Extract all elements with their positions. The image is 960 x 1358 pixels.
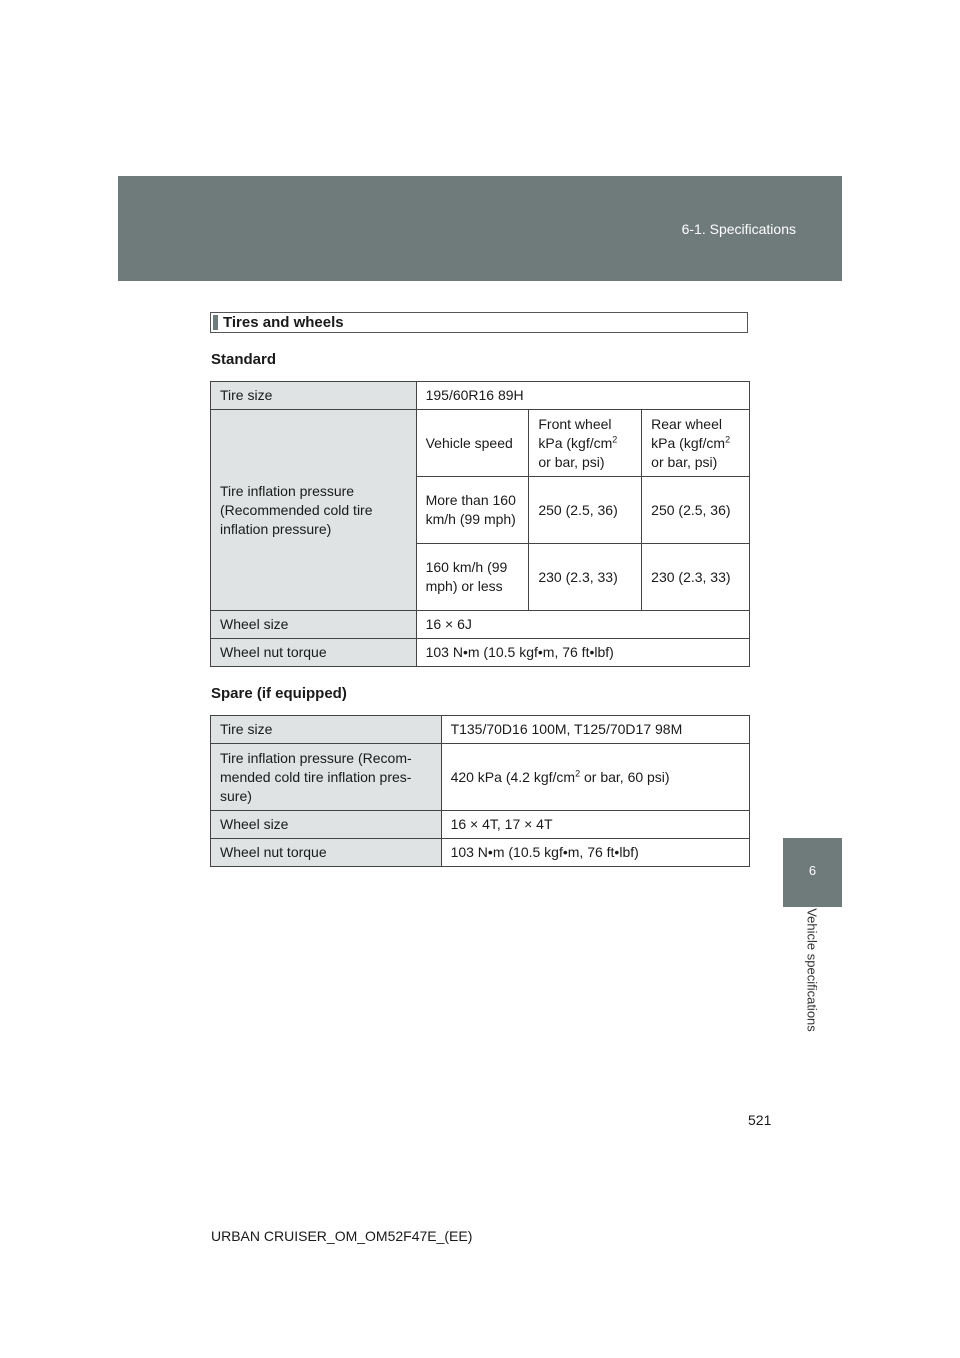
page-number: 521 <box>748 1112 772 1128</box>
spare-tire-size-label: Tire size <box>211 716 442 744</box>
chapter-tab: 6 <box>783 838 842 907</box>
spare-torque-value: 103 N•m (10.5 kgf•m, 76 ft•lbf) <box>441 839 749 867</box>
front-pressure-low: 230 (2.3, 33) <box>529 544 642 611</box>
table-row <box>211 716 750 744</box>
header-band <box>118 176 842 281</box>
table-row <box>211 811 750 839</box>
section-heading <box>210 312 748 333</box>
tire-size-value: 195/60R16 89H <box>416 382 749 410</box>
wheel-nut-torque-label: Wheel nut torque <box>211 639 417 667</box>
speed-high: More than 160 km/h (99 mph) <box>416 477 529 544</box>
breadcrumb: 6-1. Specifications <box>681 221 796 237</box>
standard-table <box>210 381 750 667</box>
tire-size-label: Tire size <box>211 382 417 410</box>
rear-wheel-header: Rear wheel kPa ($kgf/cm^2$ or bar, psi) <box>642 410 750 477</box>
table-row <box>211 410 750 477</box>
spare-heading: Spare (if equipped) <box>211 685 347 702</box>
chapter-label: Vehicle specifications <box>804 908 820 1032</box>
inflation-pressure-label: Tire inflation pressure (Recommended cold tire inflation pressure) <box>211 410 417 611</box>
table-row <box>211 744 750 811</box>
document-footer: URBAN CRUISER_OM_OM52F47E_(EE) <box>211 1228 473 1244</box>
spare-wheel-size-label: Wheel size <box>211 811 442 839</box>
wheel-nut-torque-value: 103 N•m (10.5 kgf•m, 76 ft•lbf) <box>416 639 749 667</box>
table-row <box>211 382 750 410</box>
spare-torque-label: Wheel nut torque <box>211 839 442 867</box>
rear-pressure-low: 230 (2.3, 33) <box>642 544 750 611</box>
spare-wheel-size-value: 16 × 4T, 17 × 4T <box>441 811 749 839</box>
wheel-size-label: Wheel size <box>211 611 417 639</box>
table-row <box>211 611 750 639</box>
standard-heading: Standard <box>211 351 277 368</box>
rear-pressure-high: 250 (2.5, 36) <box>642 477 750 544</box>
section-heading-text: Tires and wheels <box>223 314 344 331</box>
spare-table <box>210 715 750 867</box>
spare-inflation-label: Tire inflation pressure (Recom- mended cold tire inflation pres- sure) <box>211 744 442 811</box>
spare-tire-size-value: T135/70D16 100M, T125/70D17 98M <box>441 716 749 744</box>
front-wheel-header: Front wheel kPa ($kgf/cm^2$ or bar, psi) <box>529 410 642 477</box>
front-pressure-high: 250 (2.5, 36) <box>529 477 642 544</box>
table-row <box>211 639 750 667</box>
wheel-size-value: 16 × 6J <box>416 611 749 639</box>
spare-inflation-value: 420 kPa (4.2 kgf/$cm^2$ or bar, 60 psi) <box>441 744 749 811</box>
table-row <box>211 839 750 867</box>
speed-low: 160 km/h (99 mph) or less <box>416 544 529 611</box>
vehicle-speed-header: Vehicle speed <box>416 410 529 477</box>
